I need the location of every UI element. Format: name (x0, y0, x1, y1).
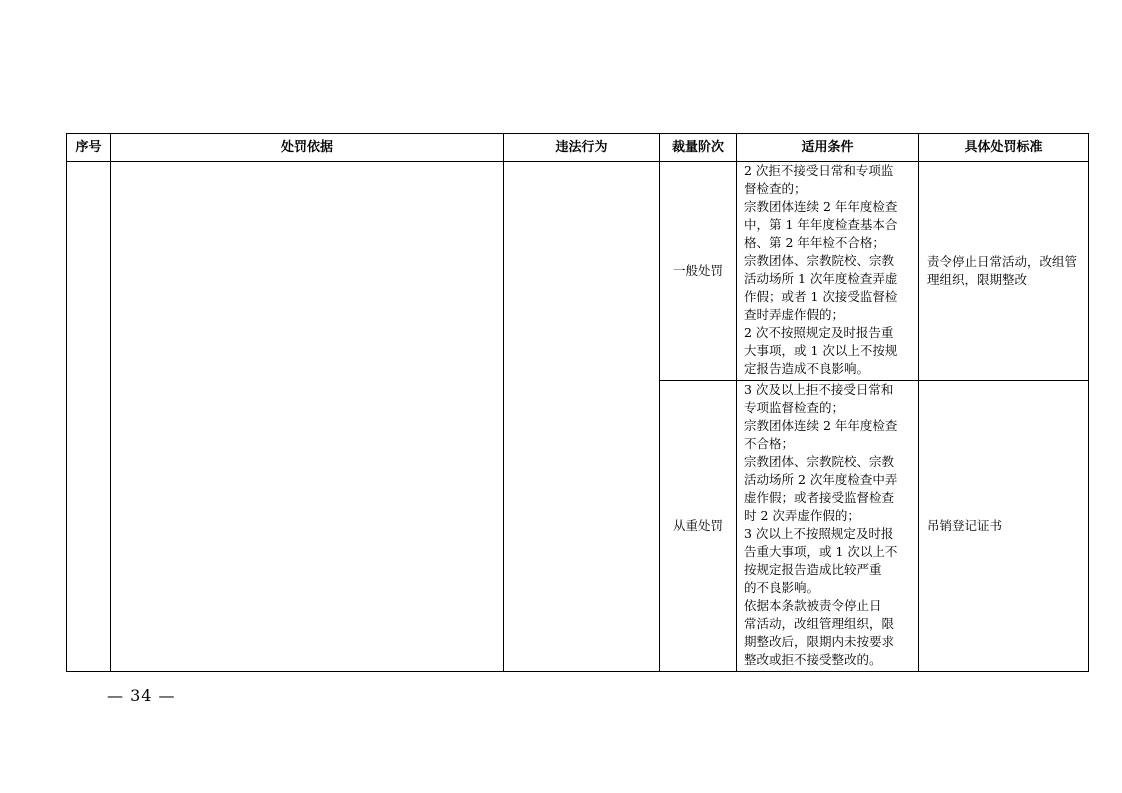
table-header-row (67, 134, 1089, 162)
penalty-standards-table (66, 133, 1089, 672)
condition-line: 虚作假；或者接受监督检查 (744, 490, 895, 505)
header-violation: 违法行为 (504, 134, 660, 162)
condition-line: 3 次以上不按照规定及时报 (744, 526, 894, 541)
condition-line: 作假；或者 1 次接受监督检 (744, 289, 898, 304)
penalty-standard-cell: 吊销登记证书 (919, 381, 1089, 672)
condition-line: 宗教团体、宗教院校、宗教 (744, 454, 895, 469)
condition-line: 依据本条款被责令停止日 (744, 598, 882, 613)
condition-line: 大事项，或 1 次以上不按规 (744, 343, 898, 358)
serial-number-cell (67, 162, 111, 672)
header-applicable-conditions: 适用条件 (737, 134, 919, 162)
condition-line: 宗教团体连续 2 年年度检查 (744, 199, 898, 214)
applicable-conditions-cell (737, 162, 919, 381)
header-discretion-level: 裁量阶次 (660, 134, 737, 162)
condition-line: 告重大事项，或 1 次以上不 (744, 544, 898, 559)
header-serial-number: 序号 (67, 134, 111, 162)
condition-line: 格、第 2 年年检不合格； (744, 235, 885, 250)
table-row (67, 162, 1089, 381)
violation-cell (504, 162, 660, 672)
condition-line: 2 次拒不接受日常和专项监 (744, 163, 894, 178)
condition-line: 2 次不按照规定及时报告重 (744, 325, 894, 340)
penalty-standard-cell: 责令停止日常活动，改组管理组织，限期整改 (919, 162, 1089, 381)
penalty-basis-cell (111, 162, 504, 672)
condition-line: 期整改后，限期内未按要求 (744, 634, 895, 649)
page-number: — 34 — (107, 686, 176, 705)
condition-line: 专项监督检查的； (744, 400, 845, 415)
condition-line: 时 2 次弄虚作假的； (744, 508, 860, 523)
condition-line: 常活动，改组管理组织，限 (744, 616, 895, 631)
condition-line: 查时弄虚作假的； (744, 307, 845, 322)
condition-line: 宗教团体、宗教院校、宗教 (744, 253, 895, 268)
header-penalty-standard: 具体处罚标准 (919, 134, 1089, 162)
condition-line: 宗教团体连续 2 年年度检查 (744, 418, 898, 433)
condition-line: 中，第 1 年年度检查基本合 (744, 217, 898, 232)
condition-line: 按规定报告造成比较严重 (744, 562, 882, 577)
condition-line: 不合格； (744, 436, 795, 451)
condition-line: 活动场所 1 次年度检查弄虚 (744, 271, 898, 286)
header-penalty-basis: 处罚依据 (111, 134, 504, 162)
discretion-level-cell: 从重处罚 (660, 381, 737, 672)
condition-line: 的不良影响。 (744, 580, 820, 595)
applicable-conditions-cell (737, 381, 919, 672)
condition-line: 活动场所 2 次年度检查中弄 (744, 472, 898, 487)
condition-line: 3 次及以上拒不接受日常和 (744, 382, 894, 397)
condition-line: 督检查的； (744, 181, 807, 196)
condition-line: 整改或拒不接受整改的。 (744, 652, 882, 667)
condition-line: 定报告造成不良影响。 (744, 361, 870, 376)
discretion-level-cell: 一般处罚 (660, 162, 737, 381)
